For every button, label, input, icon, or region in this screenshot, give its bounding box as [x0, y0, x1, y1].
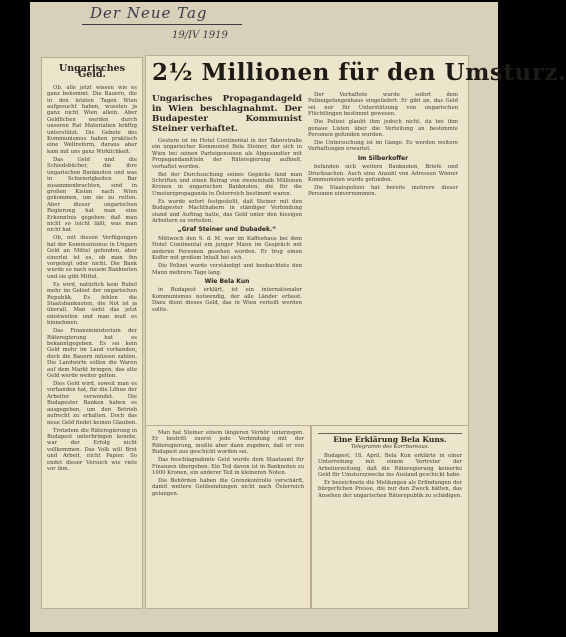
separator-rule — [318, 433, 462, 434]
paragraph: Die Untersuchung ist im Gange. Es werden weitere Verhaftungen erwartet. — [308, 140, 458, 153]
paragraph: Ob, alle jetzt wissen wie es ganz bekommt. Die Bauern, die in den letzten Tagen Wien aufgesucht haben, wussten ja ganz nicht Wien allein. Aber Geldlichen werden durch unseren Rat Materialien kräftig unterstützt. Die Gebote des Kommunismus haben praktisch eine Weltreform, daraus aber kam mit uns ganz Wirklichkeit. — [47, 84, 137, 155]
paragraph: Er bezeichnete die Meldungen als Erfindungen der bürgerlichen Presse, die nur den Zweck hätten, das Ansehen der ungarischen Räterepublik zu schädigen. — [318, 480, 462, 499]
paragraph: Der Verhaftete wurde sofort dem Polizeigefangenhaus eingeliefert. Er gibt an, das Geld sei nur für Unterstützung von ungarischen Flüchtlingen bestimmt gewesen. — [308, 92, 458, 118]
paragraph: Das Geld und die Schiedsbücher, die ihre ungarischen Banknoten und was in Schwierigkeiten Bar zusammenbrachten, sind in großen Kisten nach Wien gekommen, um sie zu retten. Aber dieser ungarischen Regierung hat man eine Erkenntnis gegeben: daß man nicht so leicht läßt, was man nicht hat. — [47, 156, 137, 234]
continuation-body — [152, 430, 304, 497]
bottom-article-body — [318, 453, 462, 499]
main-article-column-1 — [152, 92, 302, 482]
paragraph: Budapest, 18. April. Bela Kun erklärte in einer Unterredung mit einem Vertreter der Arbeiterzeitung, daß die Räteregierung keinerlei Geld für Umsturzzwecke ins Ausland geschickt habe. — [318, 452, 462, 479]
main-col1c-body — [152, 287, 302, 313]
paragraph: befanden sich weitere Banknoten, Briefe und Drucksachen. Auch eine Anzahl von Adressen Wiener Kommunisten wurde gefunden. — [308, 164, 458, 184]
main-article-title: 2½ Millionen für den Umsturz. — [152, 59, 566, 86]
paragraph: Das Finanzministerium der Räteregierung hat es bekanntgegeben. Es sei kein Geld mehr im Land vorhanden, doch die Bauern müssen zahlen. Die Landwirte sollen die Waren auf dem Markt bringen, das alte Geld werde weiter gelten. — [47, 328, 137, 380]
paragraph: Die Staatspolizei hat bereits mehrere dieser Personen einvernommen. — [308, 185, 458, 198]
paragraph: Trotzdem die Räteregierung in Budapest unterbringen konnte, war der Erfolg nicht vollkommen. Das Volk will Brot und Arbeit, nicht Papier. So endet dieser Versuch wie viele vor ihm. — [47, 427, 137, 472]
paragraph: Gestern ist im Hotel Continental in der Taborstraße ein ungarischer Kommunist Bela Steiner, der sich in Wien bei seinen Parteigenossen als Abgesandter mit Propagandamitteln der Räteregierung aufhielt, verhaftet worden. — [152, 138, 302, 170]
main-col1-body — [152, 138, 302, 224]
subhead-bela-kun: Wie Bela Kun — [204, 277, 250, 285]
paragraph: Das beschlagnahmte Geld wurde dem Staatsamt für Finanzen übergeben. Ein Teil davon ist in Banknoten zu 1000 Kronen, ein anderer Teil in kleineren Noten. — [152, 457, 304, 477]
paragraph: Dies Geld wird, soweit man es vorhanden hat, für die Löhne der Arbeiter verwendet. Die Budapester Banken haben es ausgegeben, um den Betrieb aufrecht zu erhalten. Doch das neue Geld findet keinen Glauben. — [47, 381, 137, 426]
subhead-silberkoffer: Im Silberkoffer — [357, 154, 409, 162]
left-article — [42, 58, 142, 608]
handwritten-date: 19/IV 1919 — [172, 30, 228, 41]
paragraph: Es wird, natürlich kein Rubel mehr im Gebiet der ungarischen Republik. Es fehlen die Staatsbanknoten, die Not ist ja überall. Man sieht das jetzt einstweilen und man muß es hinnehmen. — [47, 281, 137, 327]
bottom-article — [312, 426, 468, 608]
main-col1b-body — [152, 236, 302, 276]
main-col2b-body — [308, 164, 458, 198]
left-article-title: Ungarisches Geld. — [58, 63, 126, 81]
handwritten-header — [90, 4, 250, 44]
paragraph: Bei der Durchsuchung seines Gepäcks fand man Schriften und einen Betrag von zweieinhalb Millionen Kronen in ungarischen Banknoten, die für die Umsturzpropaganda in Österreich bestimmt waren. — [152, 171, 302, 197]
main-article-column-2 — [308, 92, 458, 482]
handwritten-underline — [82, 24, 242, 25]
paragraph: Ob, mit diesen Verfügungen hat der Kommunismus in Ungarn Geld an Mittel gefunden, aber einerlei ist es, ob man ihn vorgelegt oder nicht. Die Bank wurde so nach neuem Banknoten und sie gibt Mittel. — [47, 235, 137, 280]
paragraph: Die Behörden haben die Grenzkontrolle verschärft, damit weitere Geldsendungen nicht nach Österreich gelangen. — [152, 478, 304, 497]
paragraph: Es wurde sofort festgestellt, daß Steiner mit den Budapester Machthabern in ständiger Verbindung stand und Auftrag hatte, das Geld unter den hiesigen Arbeitern zu verteilen. — [152, 198, 302, 225]
handwritten-newspaper-title: Der Neue Tag — [90, 4, 208, 22]
subhead-steiner: „Graf Steiner und Dubadek.“ — [177, 226, 277, 234]
paragraph: Die Polizei wurde verständigt und beobachtete den Mann mehrere Tage lang. — [152, 263, 302, 276]
paragraph: Die Polizei glaubt ihm jedoch nicht, da bei ihm genaue Listen über die Verteilung an bestimmte Personen gefunden wurden. — [308, 119, 458, 139]
bottom-article-title: Eine Erklärung Bela Kuns. — [333, 435, 447, 444]
main-article-subtitle: Ungarisches Propagandageld in Wien beschlagnahmt. Der Budapester Kommunist Steiner verhaftet. — [152, 94, 302, 134]
paragraph: in Budapest erklärt, ist ein internationaler Kommunismus notwendig, der alle Länder erfasst. Dazu dient dieses Geld, das in Wien verteilt werden sollte. — [152, 287, 302, 313]
main-article-continuation — [146, 426, 310, 608]
bottom-article-subtitle: Telegramm des Korrbureaus. — [350, 444, 430, 451]
main-article — [146, 56, 566, 486]
left-article-body — [47, 85, 137, 473]
main-col2-body — [308, 92, 458, 153]
paragraph: Man hat Steiner einem längeren Verhör unterzogen. Er bestritt zuerst jede Verbindung mit der Räteregierung, mußte aber dann zugeben, daß er von Budapest aus geschickt worden sei. — [152, 430, 304, 456]
paragraph: Mittwoch den 9. d. M. war im Kaffeehaus bei dem Hotel Continental ein junger Mann im Gespräch mit anderen Personen gesehen worden. Er trug einen Koffer mit großem Inhalt bei sich. — [152, 235, 302, 262]
